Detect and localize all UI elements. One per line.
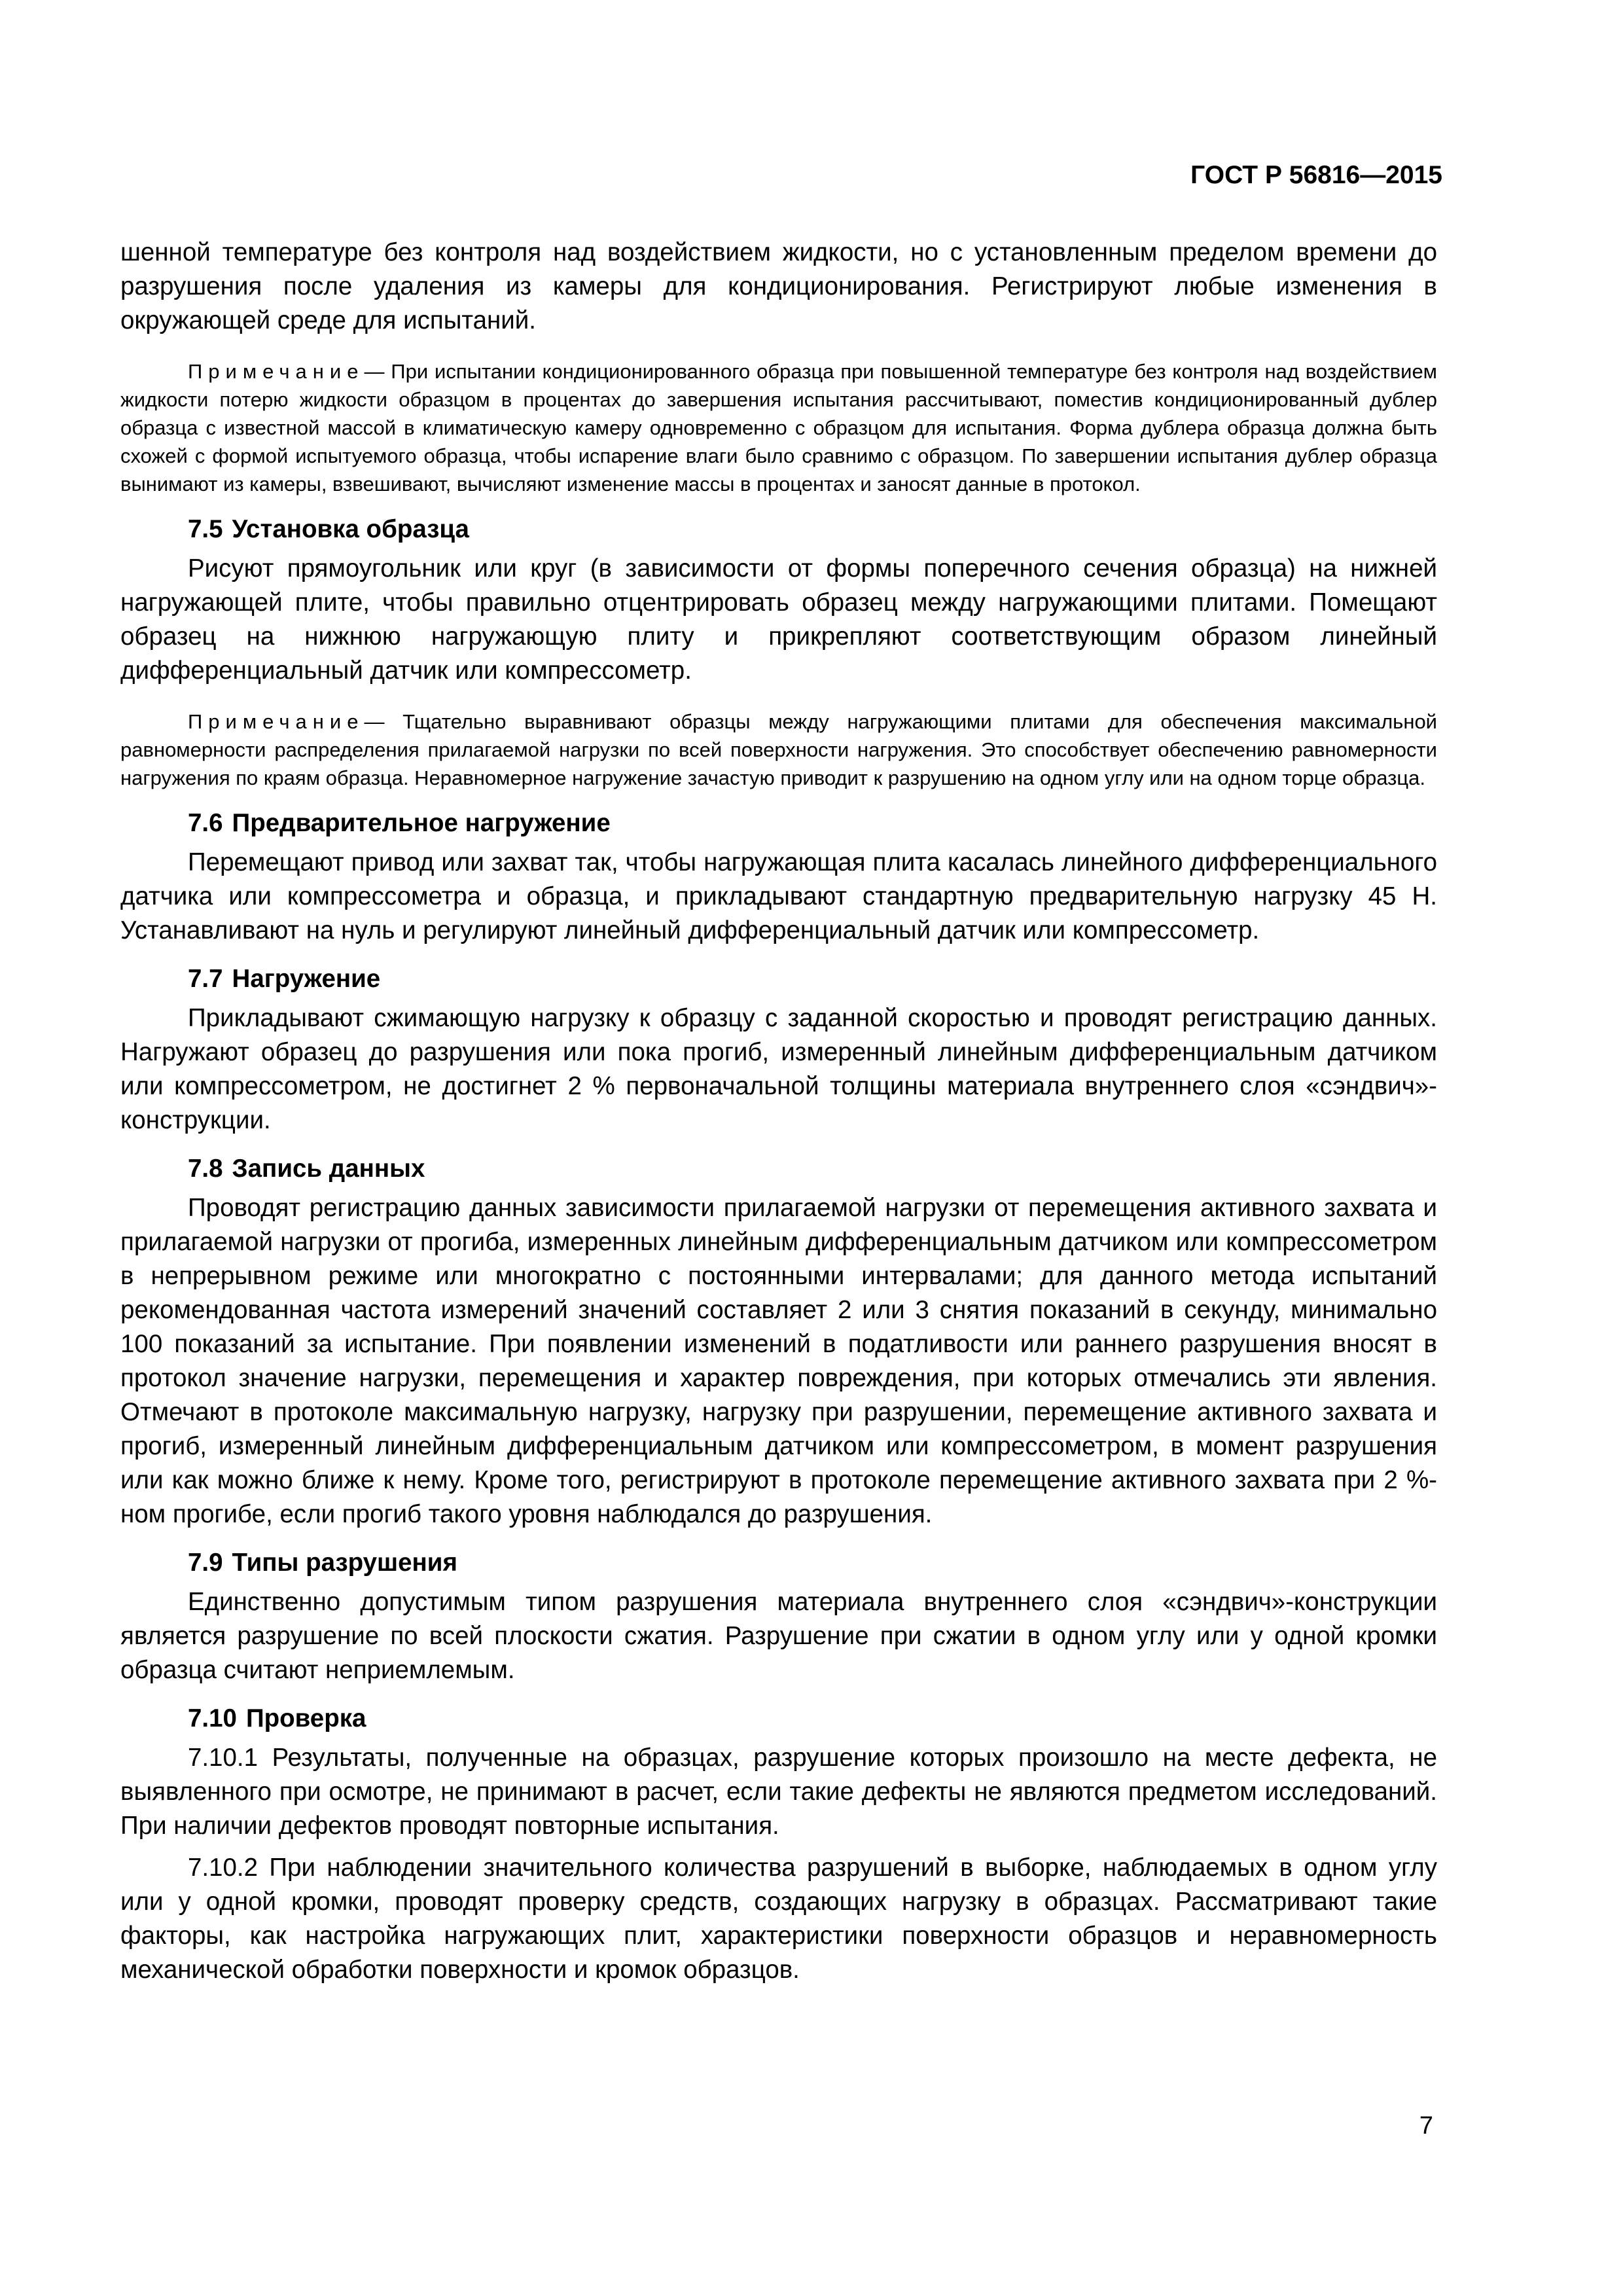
section-7-9-text: Единственно допустимым типом разрушения материала внутреннего слоя «сэндвич»-конструкции является разрушение по всей плоскости сжатия. Разрушение при сжатии в одном углу или у одной кромки образца считают неприемлемым. [120, 1588, 1437, 1684]
section-7-8-number: 7.8 [188, 1155, 223, 1183]
note-1-text: — При испытании кондиционированного образца при повышенной температуре без контроля над воздействием жидкости потерю жидкости образцом в процентах до завершения испытания рассчитывают, поместив кондиционированный дублер образца с известной массой в климатическую камеру одновременно с образцом для испытания. Форма дублера образца должна быть схожей с формой испытуемого образца, чтобы испарение влаги было сравнимо с образцом. По завершении испытания дублер образца вынимают из камеры, взвешивают, вычисляют изменение массы в процентах и заносят данные в протокол. [120, 360, 1437, 495]
section-7-7-number: 7.7 [188, 965, 223, 993]
section-7-5-text: Рисуют прямоугольник или круг (в зависимости от формы поперечного сечения образца) на нижней нагружающей плите, чтобы правильно отцентрировать образец между нагружающими плитами. Помещают образец на нижнюю нагружающую плиту и прикрепляют соответствующим образом линейный дифференциальный датчик или компрессометр. [120, 554, 1437, 685]
section-7-5-heading [120, 512, 1437, 547]
section-7-5-note [120, 708, 1437, 792]
section-7-7-heading [120, 962, 1437, 996]
section-7-5-number: 7.5 [188, 515, 223, 543]
document-id-header: ГОСТ Р 56816—2015 [1190, 161, 1442, 189]
section-7-6-title: Предварительное нагружение [232, 809, 611, 837]
section-7-5-note-text: — Тщательно выравнивают образцы между нагружающими плитами для обеспечения максимальной равномерности распределения прилагаемой нагрузки по всей поверхности нагружения. Это способствует обеспечению равномерности нагружения по краям образца. Неравномерное нагружение зачастую приводит к разрушению на одном углу или на одном торце образца. [120, 710, 1437, 789]
section-7-10-2-text: 7.10.2 При наблюдении значительного количества разрушений в выборке, наблюдаемых в одном углу или у одной кромки, проводят проверку средств, создающих нагрузку в образцах. Рассматривают такие факторы, как настройка нагружающих плит, характеристики поверхности образцов и неравномерность механической обработки поверхности и кромок образцов. [120, 1854, 1437, 1984]
section-7-9-number: 7.9 [188, 1549, 223, 1577]
note-1-label: Примечание [188, 360, 365, 383]
section-7-9-heading [120, 1546, 1437, 1580]
note-1 [120, 357, 1437, 498]
intro-paragraph: шенной температуре без контроля над воздействием жидкости, но с установленным пределом времени до разрушения после удаления из камеры для кондиционирования. Регистрируют любые изменения в окружающей среде для испытаний. [120, 238, 1437, 334]
section-7-9-title: Типы разрушения [232, 1549, 457, 1577]
section-7-6-number: 7.6 [188, 809, 223, 837]
page-body [120, 236, 1437, 1990]
section-7-8-heading [120, 1152, 1437, 1186]
section-7-5-note-label: Примечание [188, 710, 365, 733]
section-7-10-title: Проверка [245, 1704, 366, 1732]
section-7-10-1-text: 7.10.1 Результаты, полученные на образцах, разрушение которых произошло на месте дефекта, не выявленного при осмотре, не принимают в расчет, если такие дефекты не являются предметом исследований. При наличии дефектов проводят повторные испытания. [120, 1744, 1437, 1840]
section-7-10-number: 7.10 [188, 1704, 237, 1732]
section-7-5-title: Установка образца [232, 515, 469, 543]
section-7-8-title: Запись данных [232, 1155, 425, 1183]
page-number: 7 [1419, 2112, 1433, 2140]
section-7-6-text: Перемещают привод или захват так, чтобы нагружающая плита касалась линейного дифференциального датчика или компрессометра и образца, и прикладывают стандартную предварительную нагрузку 45 Н. Устанавливают на нуль и регулируют линейный дифференциальный датчик или компрессометр. [120, 848, 1437, 944]
section-7-6-heading [120, 806, 1437, 840]
section-7-7-title: Нагружение [232, 965, 381, 993]
section-7-7-text: Прикладывают сжимающую нагрузку к образцу с заданной скоростью и проводят регистрацию данных. Нагружают образец до разрушения или пока прогиб, измеренный линейным дифференциальным датчиком или компрессометром, не достигнет 2 % первоначальной толщины материала внутреннего слоя «сэндвич»-конструкции. [120, 1004, 1437, 1134]
section-7-8-text: Проводят регистрацию данных зависимости прилагаемой нагрузки от перемещения активного захвата и прилагаемой нагрузки от прогиба, измеренных линейным дифференциальным датчиком или компрессометром в непрерывном режиме или многократно с постоянными интервалами; для данного метода испытаний рекомендованная частота измерений значений составляет 2 или 3 снятия показаний в секунду, минимально 100 показаний за испытание. При появлении изменений в податливости или раннего разрушения вносят в протокол значение нагрузки, перемещения и характер повреждения, при которых отмечались эти явления. Отмечают в протоколе максимальную нагрузку, нагрузку при разрушении, перемещение активного захвата и прогиб, измеренный линейным дифференциальным датчиком или компрессометром, в момент разрушения или как можно ближе к нему. Кроме того, регистрируют в протоколе перемещение активного захвата при 2 %-ном прогибе, если прогиб такого уровня наблюдался до разрушения. [120, 1194, 1437, 1528]
section-7-10-heading [120, 1702, 1437, 1736]
